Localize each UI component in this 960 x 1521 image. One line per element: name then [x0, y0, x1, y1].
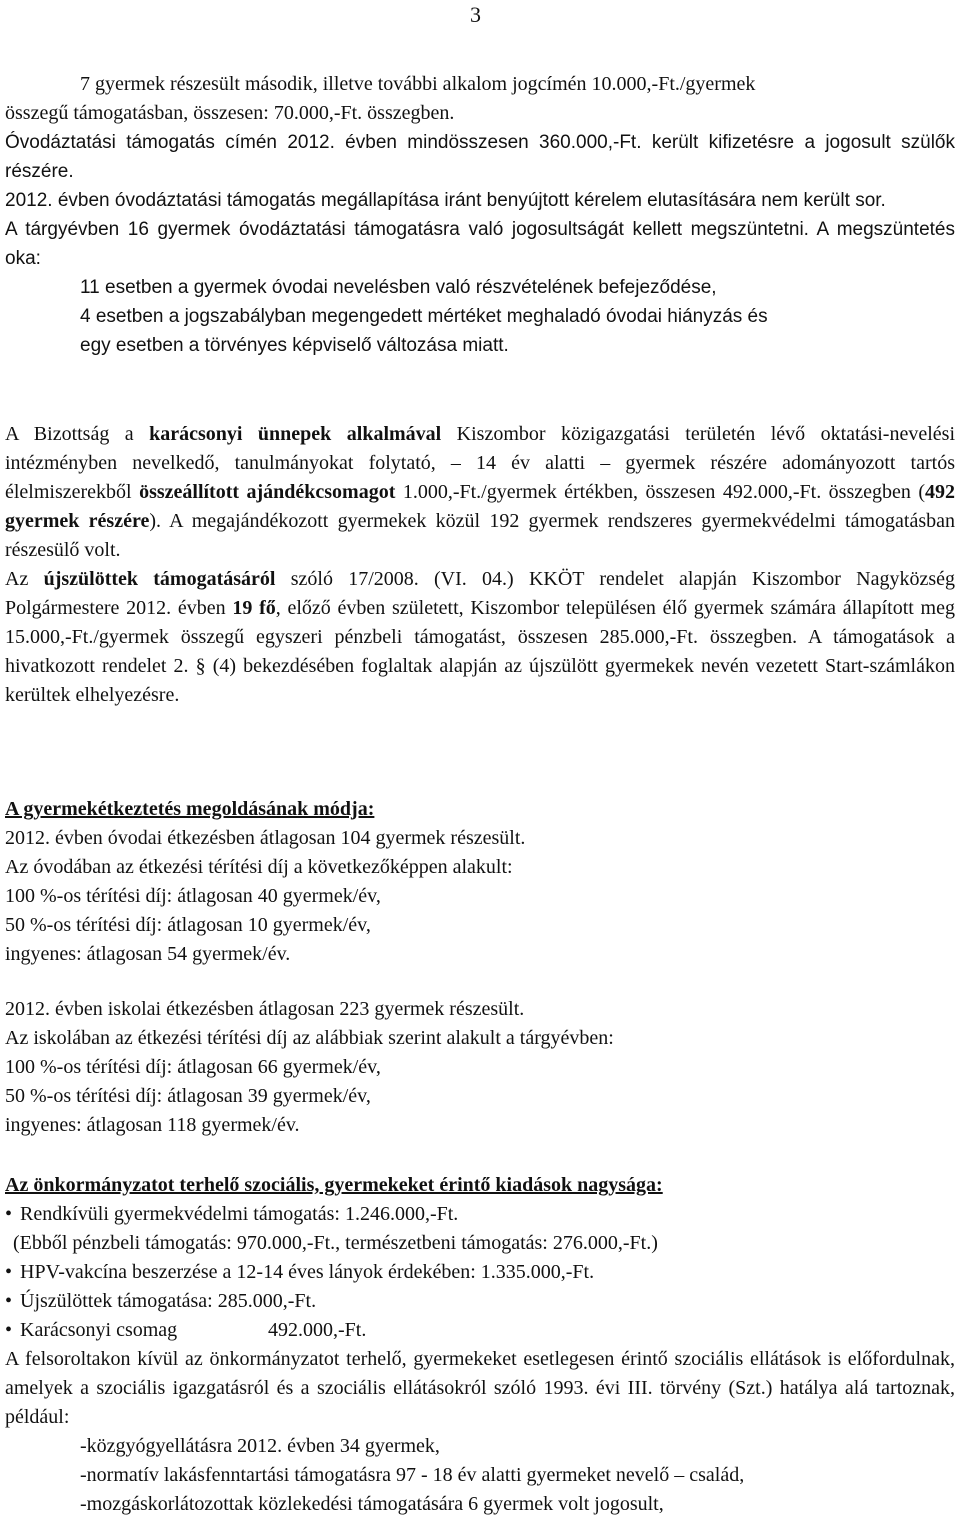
section-heading: Az önkormányzatot terhelő szociális, gyermekeket érintő kiadások nagysága:	[5, 1174, 663, 1196]
paragraph-karacsony	[5, 420, 955, 565]
list-item: 4 esetben a jogszabályban megengedett mértéket meghaladó óvodai hiányzás és	[80, 306, 768, 327]
paragraph: A tárgyévben 16 gyermek óvodáztatási támogatásra való jogosultságát kellett megszüntetni. A megszüntetés oka:	[5, 219, 955, 269]
text-run: Az	[5, 568, 44, 590]
bold-text: karácsonyi ünnepek alkalmával	[149, 423, 442, 445]
list-item: -mozgáskorlátozottak közlekedési támogatására 6 gyermek volt jogosult,	[80, 1493, 664, 1515]
bullet-item: • Rendkívüli gyermekvédelmi támogatás: 1.246.000,-Ft.	[5, 1200, 955, 1229]
bullet-label: Karácsonyi csomag	[20, 1319, 178, 1341]
list-line: 50 %-os térítési díj: átlagosan 10 gyermek/év,	[5, 914, 371, 936]
paragraph: A felsoroltakon kívül az önkormányzatot terhelő, gyermekeket esetlegesen érintő szociális ellátások is előfordulnak, amelyek a szociális igazgatásról és a szociális ellátásokról szóló 1993. évi III. törvény (Szt.) hatálya alá tartoznak, például:	[5, 1348, 955, 1428]
list-line: Az óvodában az étkezési térítési díj a következőképpen alakult:	[5, 856, 513, 878]
section-ovodaztatas	[5, 70, 955, 360]
list-line: ingyenes: átlagosan 118 gyermek/év.	[5, 1114, 300, 1136]
text-run: ). A megajándékozott gyermekek közül 192 gyermek rendszeres gyermekvédelmi támogatásban részesülő volt.	[5, 510, 955, 561]
list-item: 11 esetben a gyermek óvodai nevelésben való részvételének befejeződése,	[80, 277, 717, 298]
bold-text: 19 fő	[232, 597, 276, 619]
paragraph-line: 7 gyermek részesült második, illetve további alkalom jogcímén 10.000,-Ft./gyermek	[80, 73, 756, 95]
section-kiadasok	[5, 1171, 955, 1519]
text-run: A Bizottság a	[5, 423, 150, 445]
text-run: , előző évben született, Kiszombor településen élő gyermek számára állapított meg 15.000,-Ft./gyermek összegű egyszeri pénzbeli támogatást, összesen 285.000,-Ft. összegben. A támogatások a hivatkozott rendelet 2. § (4) bekezdésében foglaltak alapján az újszülött gyermekek nevén vezetett Start-számlákon kerültek elhelyezésre.	[5, 597, 955, 706]
section-gyermeketkeztetes	[5, 795, 955, 969]
list-line: 2012. évben óvodai étkezésben átlagosan 104 gyermek részesült.	[5, 827, 526, 849]
section-karacsony-ujszulott	[5, 420, 955, 710]
text-run: 1.000,-Ft./gyermek értékben, összesen 492.000,-Ft. összegben (	[395, 481, 925, 503]
paragraph-ujszulott	[5, 565, 955, 710]
bullet-item-karacsonyi	[5, 1316, 955, 1345]
paragraph: 2012. évben óvodáztatási támogatás megállapítása iránt benyújtott kérelem elutasítására nem került sor.	[5, 190, 886, 211]
bold-text: újszülöttek támogatásáról	[43, 568, 276, 590]
list-item: egy esetben a törvényes képviselő változása miatt.	[80, 335, 509, 356]
bullet-value: 492.000,-Ft.	[268, 1319, 367, 1341]
list-item: -normatív lakásfenntartási támogatásra 97 - 18 év alatti gyermeket nevelő – család,	[80, 1464, 745, 1486]
text-run: szóló 17/2008. (VI. 04.) KKÖT rendelet alapján Kiszombor Nagyközség Polgármestere 2012. évben	[5, 568, 956, 619]
text-run: Kiszombor közigazgatási területén lévő oktatási-nevelési intézményben nevelkedő, tanulmányokat folytató, – 14 év alatti – gyermek részére adományozott tartós élelmiszerekből	[5, 423, 955, 503]
bullet-item: • Újszülöttek támogatása: 285.000,-Ft.	[5, 1287, 955, 1316]
list-line: 100 %-os térítési díj: átlagosan 40 gyermek/év,	[5, 885, 381, 907]
bullet-item: • HPV-vakcína beszerzése a 12-14 éves lányok érdekében: 1.335.000,-Ft.	[5, 1258, 955, 1287]
list-line: ingyenes: átlagosan 54 gyermek/év.	[5, 943, 291, 965]
sub-item: (Ebből pénzbeli támogatás: 970.000,-Ft., természetbeni támogatás: 276.000,-Ft.)	[13, 1232, 658, 1254]
list-line: 2012. évben iskolai étkezésben átlagosan 223 gyermek részesült.	[5, 998, 525, 1020]
paragraph: Óvodáztatási támogatás címén 2012. évben mindösszesen 360.000,-Ft. került kifizetésre a jogosult szülők részére.	[5, 132, 955, 182]
list-line: 50 %-os térítési díj: átlagosan 39 gyermek/év,	[5, 1085, 371, 1107]
section-heading: A gyermekétkeztetés megoldásának módja:	[5, 798, 375, 820]
list-item: -közgyógyellátásra 2012. évben 34 gyermek,	[80, 1435, 440, 1457]
page-number: 3	[470, 2, 481, 27]
section-iskolai-etkeztetes	[5, 995, 955, 1140]
bold-text: összeállított ajándékcsomagot	[139, 481, 396, 503]
paragraph-line: összegű támogatásban, összesen: 70.000,-Ft. összegben.	[5, 102, 455, 124]
list-line: 100 %-os térítési díj: átlagosan 66 gyermek/év,	[5, 1056, 381, 1078]
bold-text: 492 gyermek részére	[5, 481, 955, 532]
list-line: Az iskolában az étkezési térítési díj az alábbiak szerint alakult a tárgyévben:	[5, 1027, 614, 1049]
